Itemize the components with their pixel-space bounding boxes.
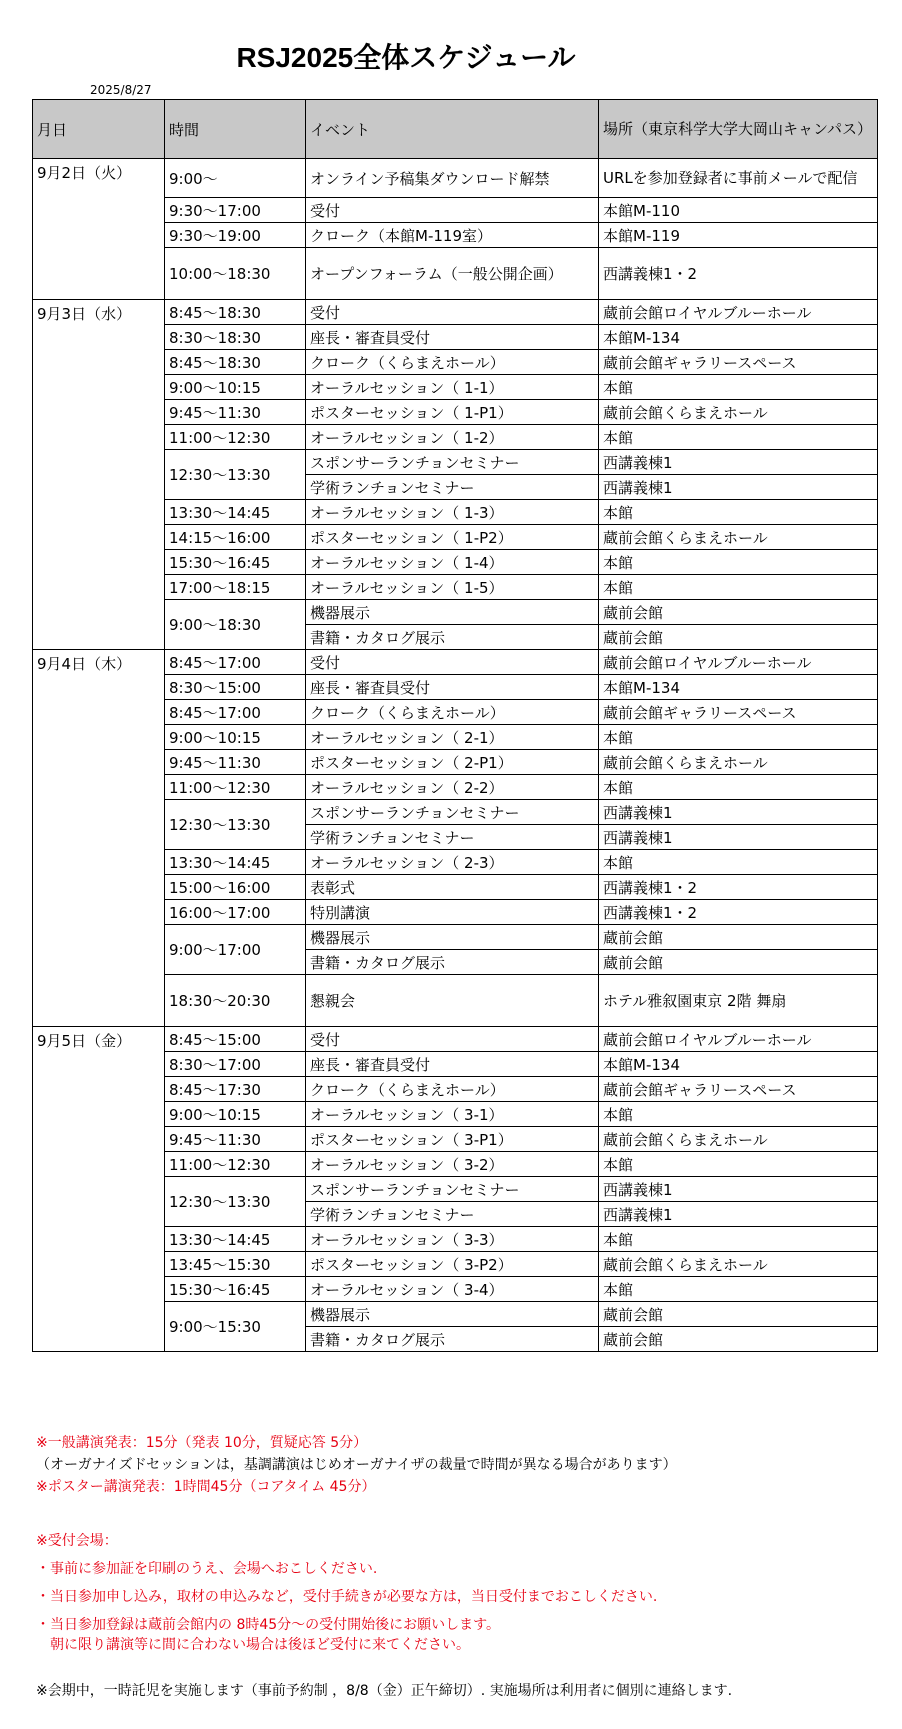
event-cell: 座長・審査員受付 (306, 325, 599, 350)
time-cell: 8:45～17:00 (165, 700, 306, 725)
table-row (33, 650, 878, 675)
place-cell: 西講義棟1・2 (599, 900, 878, 925)
event-cell: 受付 (306, 1027, 599, 1052)
event-cell: 特別講演 (306, 900, 599, 925)
time-cell: 9:45～11:30 (165, 750, 306, 775)
event-cell: 書籍・カタログ展示 (306, 625, 599, 650)
time-cell: 11:00～12:30 (165, 425, 306, 450)
event-cell: 受付 (306, 198, 599, 223)
time-cell: 17:00～18:15 (165, 575, 306, 600)
place-cell: 蔵前会館ギャラリースペース (599, 1077, 878, 1102)
place-cell: 蔵前会館 (599, 1302, 878, 1327)
header-time: 時間 (165, 100, 306, 159)
note-general-talk: ※一般講演発表：15分（発表 10分，質疑応答 5分） (36, 1435, 368, 1451)
place-cell: 西講義棟1 (599, 800, 878, 825)
event-cell: 受付 (306, 300, 599, 325)
place-cell: 蔵前会館くらまえホール (599, 750, 878, 775)
place-cell: 本館 (599, 775, 878, 800)
event-cell: ポスターセッション（ 2-P1） (306, 750, 599, 775)
event-cell: ポスターセッション（ 1-P1） (306, 400, 599, 425)
note-reception-3a: ・当日参加登録は蔵前会館内の 8時45分～の受付開始後にお願いします。 (36, 1617, 501, 1633)
place-cell: 西講義棟1・2 (599, 875, 878, 900)
time-cell: 8:45～17:00 (165, 650, 306, 675)
time-cell: 15:00～16:00 (165, 875, 306, 900)
place-cell: 西講義棟1・2 (599, 248, 878, 300)
event-cell: オーラルセッション（ 2-1） (306, 725, 599, 750)
event-cell: オーラルセッション（ 3-3） (306, 1227, 599, 1252)
table-row (33, 159, 878, 198)
day-cell: 9月3日（水） (33, 300, 165, 650)
place-cell: 蔵前会館 (599, 625, 878, 650)
header-place: 場所（東京科学大学大岡山キャンパス） (599, 100, 878, 159)
place-cell: 本館 (599, 1277, 878, 1302)
table-row (33, 1027, 878, 1052)
time-cell: 13:45～15:30 (165, 1252, 306, 1277)
place-cell: 蔵前会館くらまえホール (599, 525, 878, 550)
note-poster-talk: ※ポスター講演発表：1時間45分（コアタイム 45分） (36, 1479, 376, 1495)
note-reception-1: ・事前に参加証を印刷のうえ、会場へおこしください. (36, 1561, 378, 1577)
place-cell: 本館 (599, 375, 878, 400)
time-cell: 9:00～18:30 (165, 600, 306, 650)
event-cell: 機器展示 (306, 1302, 599, 1327)
time-cell: 8:45～17:30 (165, 1077, 306, 1102)
time-cell: 8:45～18:30 (165, 300, 306, 325)
place-cell: 本館M-110 (599, 198, 878, 223)
schedule-table (32, 99, 878, 1352)
time-cell: 9:00～10:15 (165, 725, 306, 750)
header-row (33, 100, 878, 159)
notes-section (36, 1432, 886, 1702)
note-childcare: ※会期中，一時託児を実施します（事前予約制 ，8/8（金）正午締切）. 実施場所は利用者に個別に連絡します. (36, 1683, 733, 1699)
event-cell: スポンサーランチョンセミナー (306, 450, 599, 475)
place-cell: 本館 (599, 425, 878, 450)
place-cell: 蔵前会館ロイヤルブルーホール (599, 300, 878, 325)
event-cell: オーラルセッション（ 1-5） (306, 575, 599, 600)
place-cell: 蔵前会館 (599, 950, 878, 975)
event-cell: 学術ランチョンセミナー (306, 475, 599, 500)
event-cell: オーラルセッション（ 2-2） (306, 775, 599, 800)
event-cell: 書籍・カタログ展示 (306, 1327, 599, 1352)
schedule-body (33, 159, 878, 1352)
place-cell: 蔵前会館くらまえホール (599, 1252, 878, 1277)
place-cell: 本館 (599, 500, 878, 525)
time-cell: 9:30～17:00 (165, 198, 306, 223)
time-cell: 8:30～17:00 (165, 1052, 306, 1077)
place-cell: 本館 (599, 1227, 878, 1252)
note-reception-title: ※受付会場： (36, 1533, 118, 1549)
place-cell: 蔵前会館 (599, 600, 878, 625)
event-cell: 書籍・カタログ展示 (306, 950, 599, 975)
event-cell: 懇親会 (306, 975, 599, 1027)
day-cell: 9月5日（金） (33, 1027, 165, 1352)
event-cell: クローク（くらまえホール） (306, 700, 599, 725)
place-cell: ホテル雅叙園東京 2階 舞扇 (599, 975, 878, 1027)
event-cell: スポンサーランチョンセミナー (306, 800, 599, 825)
place-cell: 本館 (599, 1102, 878, 1127)
time-cell: 15:30～16:45 (165, 550, 306, 575)
event-cell: オーラルセッション（ 1-3） (306, 500, 599, 525)
place-cell: 本館 (599, 550, 878, 575)
event-cell: 受付 (306, 650, 599, 675)
time-cell: 15:30～16:45 (165, 1277, 306, 1302)
time-cell: 8:45～15:00 (165, 1027, 306, 1052)
event-cell: 機器展示 (306, 925, 599, 950)
place-cell: 本館 (599, 575, 878, 600)
time-cell: 9:00～10:15 (165, 375, 306, 400)
place-cell: 本館 (599, 1152, 878, 1177)
place-cell: 西講義棟1 (599, 1177, 878, 1202)
event-cell: 表彰式 (306, 875, 599, 900)
place-cell: URLを参加登録者に事前メールで配信 (599, 159, 878, 198)
place-cell: 蔵前会館ギャラリースペース (599, 350, 878, 375)
time-cell: 9:00～17:00 (165, 925, 306, 975)
place-cell: 蔵前会館ロイヤルブルーホール (599, 1027, 878, 1052)
place-cell: 蔵前会館 (599, 925, 878, 950)
time-cell: 9:45～11:30 (165, 400, 306, 425)
time-cell: 13:30～14:45 (165, 500, 306, 525)
place-cell: 西講義棟1 (599, 825, 878, 850)
event-cell: オープンフォーラム（一般公開企画） (306, 248, 599, 300)
event-cell: オーラルセッション（ 3-4） (306, 1277, 599, 1302)
document-date: 2025/8/27 (90, 83, 152, 97)
time-cell: 12:30～13:30 (165, 1177, 306, 1227)
time-cell: 16:00～17:00 (165, 900, 306, 925)
event-cell: 機器展示 (306, 600, 599, 625)
event-cell: ポスターセッション（ 3-P1） (306, 1127, 599, 1152)
time-cell: 13:30～14:45 (165, 850, 306, 875)
place-cell: 本館 (599, 850, 878, 875)
place-cell: 西講義棟1 (599, 450, 878, 475)
event-cell: オーラルセッション（ 3-2） (306, 1152, 599, 1177)
event-cell: 学術ランチョンセミナー (306, 825, 599, 850)
time-cell: 10:00～18:30 (165, 248, 306, 300)
day-cell: 9月2日（火） (33, 159, 165, 300)
time-cell: 11:00～12:30 (165, 1152, 306, 1177)
place-cell: 蔵前会館ロイヤルブルーホール (599, 650, 878, 675)
time-cell: 9:45～11:30 (165, 1127, 306, 1152)
note-organized-session: （オーガナイズドセッションは，基調講演はじめオーガナイザの裁量で時間が異なる場合があります） (36, 1457, 677, 1473)
note-reception-3b: 朝に限り講演等に間に合わない場合は後ほど受付に来てください。 (36, 1637, 470, 1653)
event-cell: オンライン予稿集ダウンロード解禁 (306, 159, 599, 198)
time-cell: 8:45～18:30 (165, 350, 306, 375)
event-cell: オーラルセッション（ 1-4） (306, 550, 599, 575)
time-cell: 9:00～ (165, 159, 306, 198)
event-cell: オーラルセッション（ 1-2） (306, 425, 599, 450)
time-cell: 11:00～12:30 (165, 775, 306, 800)
event-cell: ポスターセッション（ 1-P2） (306, 525, 599, 550)
time-cell: 8:30～15:00 (165, 675, 306, 700)
time-cell: 13:30～14:45 (165, 1227, 306, 1252)
time-cell: 12:30～13:30 (165, 800, 306, 850)
time-cell: 9:00～15:30 (165, 1302, 306, 1352)
event-cell: ポスターセッション（ 3-P2） (306, 1252, 599, 1277)
place-cell: 蔵前会館 (599, 1327, 878, 1352)
header-date: 月日 (33, 100, 165, 159)
event-cell: 座長・審査員受付 (306, 675, 599, 700)
place-cell: 本館M-134 (599, 675, 878, 700)
event-cell: オーラルセッション（ 2-3） (306, 850, 599, 875)
place-cell: 西講義棟1 (599, 475, 878, 500)
day-cell: 9月4日（木） (33, 650, 165, 1027)
event-cell: 学術ランチョンセミナー (306, 1202, 599, 1227)
time-cell: 9:30～19:00 (165, 223, 306, 248)
event-cell: 座長・審査員受付 (306, 1052, 599, 1077)
time-cell: 8:30～18:30 (165, 325, 306, 350)
place-cell: 本館M-134 (599, 325, 878, 350)
time-cell: 9:00～10:15 (165, 1102, 306, 1127)
header-event: イベント (306, 100, 599, 159)
table-row (33, 300, 878, 325)
event-cell: クローク（本館M-119室） (306, 223, 599, 248)
place-cell: 蔵前会館くらまえホール (599, 400, 878, 425)
time-cell: 14:15～16:00 (165, 525, 306, 550)
page-title: RSJ2025全体スケジュール (236, 42, 576, 73)
time-cell: 12:30～13:30 (165, 450, 306, 500)
event-cell: オーラルセッション（ 1-1） (306, 375, 599, 400)
event-cell: オーラルセッション（ 3-1） (306, 1102, 599, 1127)
time-cell: 18:30～20:30 (165, 975, 306, 1027)
event-cell: クローク（くらまえホール） (306, 1077, 599, 1102)
event-cell: スポンサーランチョンセミナー (306, 1177, 599, 1202)
place-cell: 本館M-134 (599, 1052, 878, 1077)
place-cell: 蔵前会館くらまえホール (599, 1127, 878, 1152)
place-cell: 西講義棟1 (599, 1202, 878, 1227)
note-reception-2: ・当日参加申し込み，取材の申込みなど，受付手続きが必要な方は，当日受付までおこしください. (36, 1589, 658, 1605)
event-cell: クローク（くらまえホール） (306, 350, 599, 375)
place-cell: 本館 (599, 725, 878, 750)
place-cell: 蔵前会館ギャラリースペース (599, 700, 878, 725)
place-cell: 本館M-119 (599, 223, 878, 248)
